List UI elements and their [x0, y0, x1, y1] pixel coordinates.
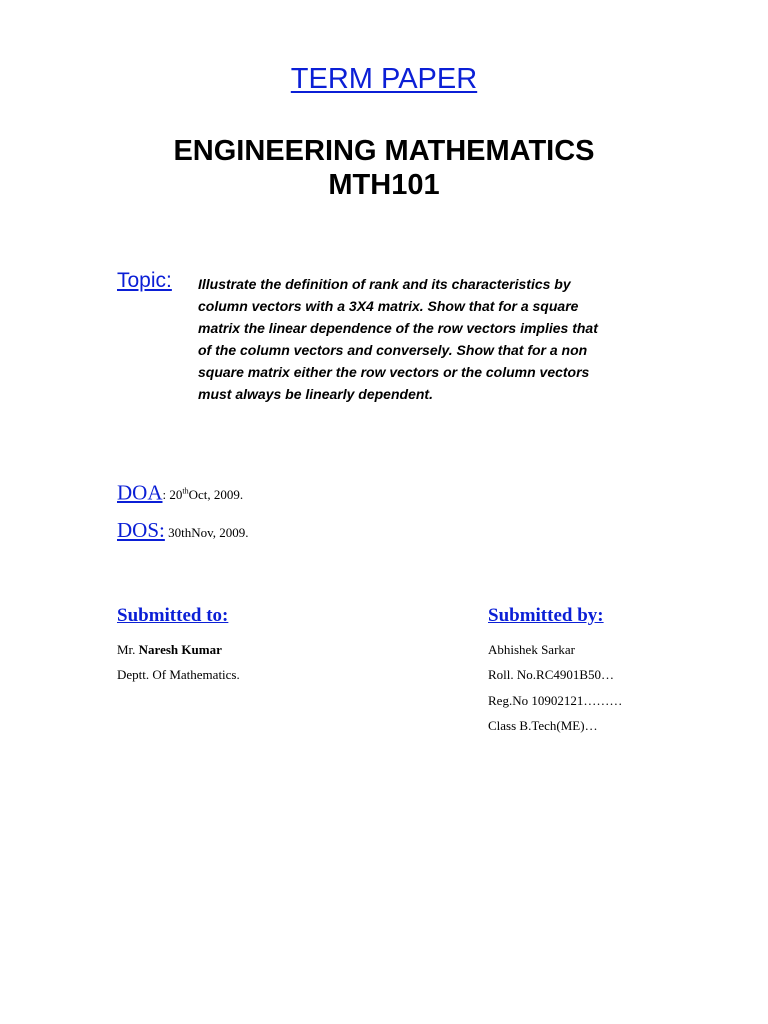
student-roll: Roll. No.RC4901B50… — [488, 667, 615, 682]
dos-value: 30thNov, 2009. — [164, 525, 249, 540]
topic-line: Illustrate the definition of rank and its characteristics by — [198, 276, 571, 292]
topic-line: must always be linearly dependent. — [198, 386, 433, 402]
instructor-department: Deptt. Of Mathematics. — [117, 667, 240, 682]
topic-line: matrix the linear dependence of the row vectors implies that — [198, 320, 598, 336]
submitted-to-heading: Submitted to: — [117, 605, 229, 626]
date-of-allotment — [117, 479, 243, 508]
dos-label: DOS: — [117, 518, 165, 542]
topic-text — [198, 273, 668, 405]
subject-name: ENGINEERING MATHEMATICS — [173, 135, 595, 167]
topic-line: column vectors with a 3X4 matrix. Show that for a square — [198, 298, 579, 314]
instructor-name-bold: Naresh Kumar — [138, 642, 222, 657]
student-class: Class B.Tech(ME)… — [488, 718, 598, 733]
doa-ordinal: th — [182, 487, 189, 496]
topic-line: square matrix either the row vectors or the column vectors — [198, 364, 590, 380]
student-name: Abhishek Sarkar — [488, 642, 576, 657]
instructor-title: Mr. — [117, 642, 139, 657]
instructor-name — [117, 642, 222, 658]
course-code: MTH101 — [328, 169, 440, 201]
subject-heading — [0, 134, 768, 202]
doa-label: DOA — [117, 480, 163, 505]
submitted-by-heading: Submitted by: — [488, 605, 604, 626]
topic-label: Topic: — [117, 269, 172, 292]
doa-value — [163, 487, 244, 502]
date-of-submission — [117, 517, 249, 546]
doa-month-year: Oct, 2009. — [188, 487, 244, 503]
topic-line: of the column vectors and conversely. Show that for a non — [198, 342, 588, 358]
doa-day: : 20 — [162, 487, 183, 503]
student-reg: Reg.No 10902121……… — [488, 693, 623, 708]
page-title: TERM PAPER — [290, 63, 478, 95]
